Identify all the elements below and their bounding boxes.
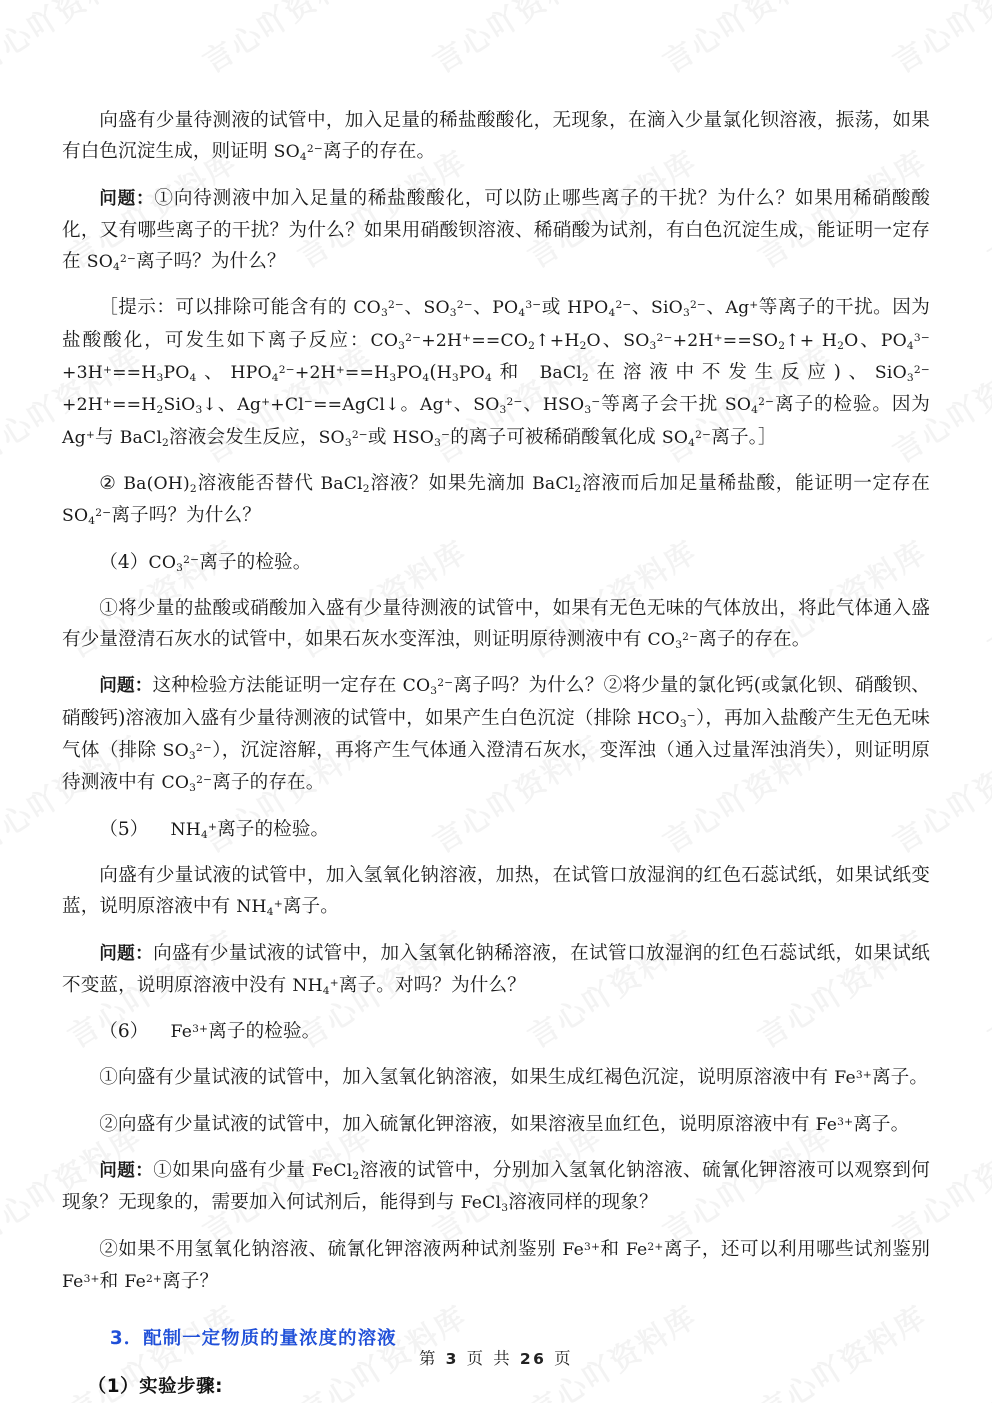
formula-so3: $SO_3^{2-}$ (473, 395, 523, 417)
paragraph-item-6-body-1 (62, 1062, 930, 1094)
question-text-tail: 离子。对吗？为什么？ (338, 974, 526, 996)
footer-middle: 页 共 (466, 1349, 513, 1368)
question-text-tail: 溶液同样的现象？ (508, 1192, 658, 1214)
question-text: ②如果不用氢氧化钠溶液、硫氰化钾溶液两种试剂鉴别 (99, 1238, 563, 1260)
conj-and: 和 (99, 1270, 125, 1292)
formula-co3: $CO_3^{2-}$ (353, 298, 405, 320)
question-label: 问题： (99, 1161, 154, 1182)
paren-close: 在溶液中不发生反应)、 (588, 362, 875, 384)
formula-ag: Ag+ (420, 395, 453, 416)
question-text: 溶液的试管中，分别加入氢氧化钠溶液、硫氰化钾溶液可以观察到何现象？无现象的，需要加入何试剂后，能得到与 (62, 1160, 930, 1214)
equation-1: $CO_3^{2-}+2H^+==CO_2↑+H_2O$ (370, 330, 601, 352)
formula-fecl2: FeCl$_2$ (311, 1161, 360, 1182)
item-number: （6） (99, 1021, 149, 1043)
sep: 、 (631, 297, 651, 319)
footer-page-number: 3 (445, 1350, 459, 1368)
formula-sio3: SiO$_3^{2-}$ (650, 298, 707, 320)
formula-so4: $SO_4^{2-}$ (724, 395, 775, 417)
equation-7: Ag++Cl−==AgCl↓ (237, 395, 400, 416)
formula-hco3: $HCO_3^-$ (636, 708, 696, 730)
question-text: ），再加入盐酸产生无色无味气体（排除 (62, 707, 930, 762)
formula-nh4: $NH_4^+$ (292, 975, 339, 997)
paragraph-text-tail: 离子。 (853, 1113, 910, 1135)
conj-and: 和 (600, 1238, 626, 1260)
formula-hso3: $HSO_3^-$ (392, 427, 451, 449)
question-text: ），沉淀溶解，再将产生气体通入澄清石灰水，变浑浊（通入过量浑浊消失），则证明原待测液中有 (62, 740, 930, 794)
formula-so4: $SO_4^{2-}$ (86, 252, 137, 273)
formula-co3: $CO_3^{2-}$ (161, 773, 213, 795)
item-number: （5） (99, 818, 149, 840)
paragraph-item-4-heading (62, 547, 930, 579)
hint-or: 或 (541, 297, 568, 319)
formula-hpo4: $HPO_4^{2-}$ (567, 298, 632, 320)
equation-4: $HPO_4^{2-}+2H^+==H_3PO_4$ (230, 362, 430, 384)
formula-nh4: $NH_4^+$ (170, 819, 218, 841)
formula-so4: $SO_4^{2-}$ (62, 506, 112, 528)
sep: 。 (399, 394, 420, 416)
hint-or2: 或 (367, 426, 393, 448)
paragraph-item-5-heading (62, 814, 930, 846)
formula-bacl2: BaCl$_2$ (320, 473, 370, 495)
item-text-tail: 离子吗？为什么？ (111, 505, 261, 527)
page-footer (0, 1345, 992, 1369)
footer-total-pages: 26 (519, 1350, 547, 1368)
formula-co3: $CO_3^{2-}$ (402, 676, 454, 698)
formula-h3po4: $H_3PO_4$ (436, 363, 492, 384)
formula-ag: Ag+ (62, 427, 95, 448)
sep: 、 (404, 297, 424, 319)
formula-fecl3: FeCl$_3$ (460, 1193, 509, 1215)
hint-close: 离子。］ (711, 426, 777, 448)
item-text: 溶液能否替代 (196, 472, 321, 494)
question-text: ①向待测液中加入足量的稀盐酸酸化，可以防止哪些离子的干扰？为什么？如果用稀硝酸酸化，又有哪些离子的干扰？为什么？如果用硝酸钡溶液、稀硝酸为试剂，有白色沉淀生成，能证明一定存在 (62, 187, 930, 273)
formula-po4: $PO_4^{3-}$ (492, 298, 542, 320)
paragraph-text: 向盛有少量待测液的试管中，加入足量的稀盐酸酸化，无现象，在滴入少量氯化钡溶液，振荡，如果有白色沉淀生成，则证明 (62, 110, 930, 163)
paragraph-question-4 (62, 670, 930, 799)
question-text: 离子，还可以利用哪些试剂鉴别 (663, 1238, 930, 1260)
formula-nh4: $NH_4^+$ (236, 897, 283, 918)
paragraph-text-tail: 离子。 (871, 1067, 929, 1089)
conj-with: 与 (94, 426, 120, 448)
section-heading-3: 3．配制一定物质的量浓度的溶液 (109, 1328, 397, 1350)
formula-so3: $SO_3^{2-}$ (162, 740, 212, 762)
formula-hso3: $HSO_3^-$ (542, 395, 601, 417)
formula-fe3: $Fe^{3+}$ (834, 1068, 872, 1089)
formula-fe3: $Fe^{3+}$ (562, 1239, 601, 1260)
sep: 、 (472, 297, 493, 319)
item-number: ② (99, 472, 124, 494)
paragraph-so4-test (62, 105, 930, 169)
hint-because: 离子的检验。因为 (774, 394, 930, 416)
formula-so3: $SO_3^{2-}$ (423, 298, 473, 320)
item-text-tail: 离子的检验。 (217, 818, 330, 840)
paragraph-text-tail: 离子的存在。 (698, 629, 811, 651)
question-text: ①如果向盛有少量 (153, 1160, 312, 1182)
paragraph-item-5-body (62, 860, 930, 924)
question-text: 离子吗？为什么？②将少量的氯化钙(或氯化钡、硝酸钡、硝酸钙)溶液加入盛有少量待测液的试管中，如果产生白色沉淀（排除 (62, 675, 930, 729)
formula-bacl2: BaCl$_2$ (119, 427, 169, 449)
sep: 、 (196, 362, 231, 384)
hint-open: ［提示：可以排除可能含有的 (99, 297, 354, 319)
question-label: 问题： (99, 943, 154, 964)
paragraph-item-4-body (62, 593, 930, 657)
equation-3: $PO_4^{3-}+3H^+==H_3PO_4$ (62, 330, 930, 384)
footer-prefix: 第 (418, 1349, 438, 1368)
paragraph-item-6-heading (62, 1016, 930, 1048)
sep: 、 (600, 329, 624, 351)
paragraph-question-6-part2 (62, 1234, 930, 1299)
paragraph-text: ②向盛有少量试液的试管中，加入硫氰化钾溶液，如果溶液呈血红色，说明原溶液中有 (99, 1113, 816, 1135)
question-label: 问题： (99, 676, 153, 697)
subsection-experiment-steps: （1）实验步骤: (87, 1376, 224, 1398)
item-text-tail: 离子的检验。 (199, 551, 312, 573)
sep: 、 (858, 329, 881, 351)
paragraph-question-5 (62, 938, 930, 1003)
formula-co3: $CO_3^{2-}$ (647, 630, 699, 651)
hint-reaction-intro: 等离子的干扰。因为盐酸酸化，可发生如下离子反应： (62, 297, 930, 351)
paragraph-item-2 (62, 468, 930, 533)
question-text: 这种检验方法能证明一定存在 (152, 675, 403, 697)
formula-fe2: $Fe^{2+}$ (625, 1239, 664, 1260)
paragraph-item-6-body-2 (62, 1109, 930, 1141)
formula-so4: $SO_4^{2-}$ (661, 427, 712, 449)
item-text: 溶液？如果先滴加 (369, 472, 533, 494)
formula-bacl2: BaCl$_2$ (532, 473, 582, 495)
paragraph-question-6 (62, 1155, 930, 1220)
question-text: 向盛有少量试液的试管中，加入氢氧化钠稀溶液，在试管口放湿润的红色石蕊试纸，如果试纸不变蓝，说明原溶液中没有 (62, 942, 930, 996)
paragraph-text-tail: 离子的存在。 (323, 141, 436, 163)
sep: 、 (452, 394, 474, 416)
formula-fe3: $Fe^{3+}$ (815, 1114, 854, 1135)
question-text-tail: 离子的存在。 (212, 772, 325, 794)
formula-bacl2: BaCl$_2$ (539, 363, 589, 384)
formula-so3: $SO_3^{2-}$ (318, 427, 368, 449)
sep: 、 (522, 394, 543, 416)
footer-suffix: 页 (554, 1349, 574, 1368)
sep: 、 (217, 394, 238, 416)
conj-and: 和 (491, 362, 540, 384)
question-label: 问题： (99, 188, 155, 209)
question-text-tail: 离子吗？为什么？ (136, 251, 286, 273)
equation-2: $SO_3^{2-}+2H^+==SO_2↑+ H_2O$ (623, 330, 859, 352)
item-number: （4） (99, 551, 149, 573)
hint-reacts: 溶液会发生反应， (169, 426, 319, 448)
paragraph-text: ①向盛有少量试液的试管中，加入氢氧化钠溶液，如果生成红褐色沉淀，说明原溶液中有 (99, 1067, 835, 1089)
question-text-tail: 离子？ (162, 1270, 219, 1292)
hint-interference: 等离子会干扰 (600, 394, 725, 416)
formula-baoh2: $Ba(OH)_2$ (123, 473, 197, 495)
formula-fe2: $Fe^{2+}$ (124, 1271, 163, 1292)
paragraph-text-tail: 离子。 (282, 896, 339, 918)
paragraph-question-1 (62, 183, 930, 279)
item-text-tail: 离子的检验。 (208, 1021, 321, 1043)
formula-so4: $SO_4^{2-}$ (273, 142, 324, 164)
paragraph-text: ①将少量的盐酸或硝酸加入盛有少量待测液的试管中，如果有无色无味的气体放出，将此气体通入盛有少量澄清石灰水的试管中，如果石灰水变浑浊，则证明原待测液中有 (62, 597, 930, 651)
formula-co3: $CO_3^{2-}$ (148, 552, 200, 574)
sep: 、 (706, 297, 726, 319)
paragraph-hint-block (62, 292, 930, 453)
formula-fe3: $Fe^{3+}$ (62, 1271, 100, 1292)
formula-ag: Ag+ (725, 298, 759, 319)
equation-6: $SiO_3^{2-}+2H^+==H_2SiO_3↓$ (62, 362, 930, 417)
formula-fe3: $Fe^{3+}$ (170, 1022, 209, 1043)
paragraph-text: 向盛有少量试液的试管中，加入氢氧化钠溶液，加热，在试管口放湿润的红色石蕊试纸，如果试纸变蓝，说明原溶液中有 (62, 864, 930, 918)
item-text: 溶液而后加足量稀盐酸，能证明一定存在 (581, 472, 930, 494)
paren-open: ( (429, 362, 437, 384)
hint-oxidize: 的离子可被稀硝酸氧化成 (450, 426, 662, 448)
